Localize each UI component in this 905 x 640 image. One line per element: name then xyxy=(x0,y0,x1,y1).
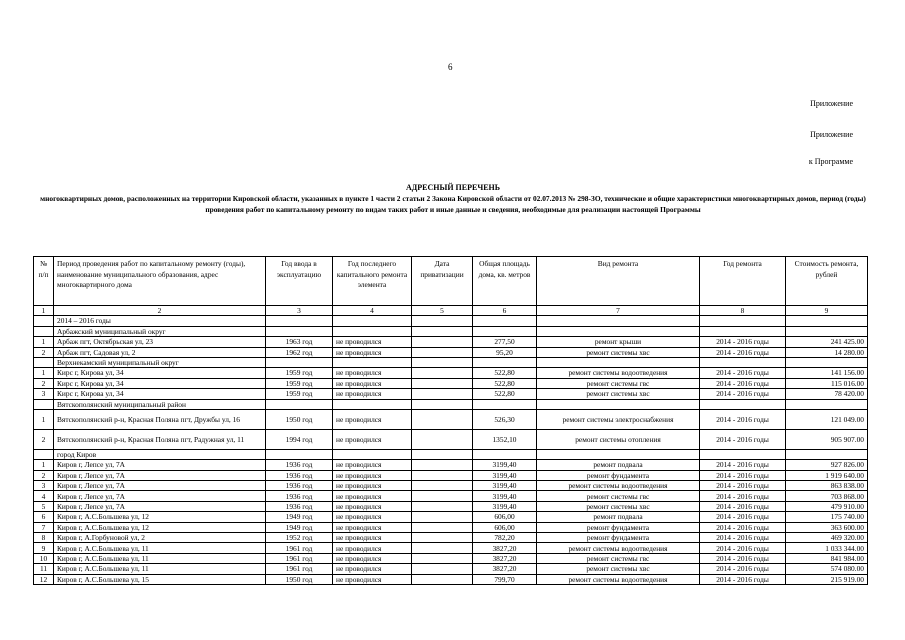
privatization-date-cell xyxy=(412,347,473,357)
last-repair-cell: не проводился xyxy=(333,543,412,553)
section-row xyxy=(34,316,868,326)
privatization-date-cell xyxy=(412,533,473,543)
section-empty-cell xyxy=(786,357,868,367)
section-empty-cell xyxy=(700,399,786,409)
table-row xyxy=(34,512,868,522)
address-cell: Кирс г, Кирова ул, 34 xyxy=(54,389,266,399)
section-title-cell: город Киров xyxy=(54,449,266,459)
address-cell: Киров г, Лепсе ул, 7А xyxy=(54,501,266,511)
repair-year-cell: 2014 - 2016 годы xyxy=(700,409,786,429)
cost-cell: 905 907.00 xyxy=(786,429,868,449)
repair-year-cell: 2014 - 2016 годы xyxy=(700,347,786,357)
header-cell-cost: Стоимость ремонта, рублей xyxy=(786,257,868,306)
section-empty-cell xyxy=(333,316,412,326)
section-empty-cell xyxy=(537,399,700,409)
section-empty-cell xyxy=(537,316,700,326)
privatization-date-cell xyxy=(412,564,473,574)
cost-cell: 574 080.00 xyxy=(786,564,868,574)
cost-cell: 469 320.00 xyxy=(786,533,868,543)
repair-type-cell: ремонт системы гвс xyxy=(537,553,700,563)
section-row xyxy=(34,326,868,336)
section-number-cell xyxy=(34,357,54,367)
section-empty-cell xyxy=(266,357,333,367)
section-empty-cell xyxy=(412,449,473,459)
section-empty-cell xyxy=(473,326,537,336)
document-title-block xyxy=(28,183,878,215)
repair-type-cell: ремонт системы водоотведения xyxy=(537,481,700,491)
repair-year-cell: 2014 - 2016 годы xyxy=(700,337,786,347)
commission-year-cell: 1962 год xyxy=(266,347,333,357)
table-row xyxy=(34,429,868,449)
privatization-date-cell xyxy=(412,460,473,470)
privatization-date-cell xyxy=(412,553,473,563)
commission-year-cell: 1961 год xyxy=(266,564,333,574)
section-empty-cell xyxy=(412,357,473,367)
section-empty-cell xyxy=(266,399,333,409)
repair-year-cell: 2014 - 2016 годы xyxy=(700,378,786,388)
row-number-cell: 2 xyxy=(34,470,54,480)
section-empty-cell xyxy=(473,399,537,409)
table-row xyxy=(34,564,868,574)
repair-year-cell: 2014 - 2016 годы xyxy=(700,522,786,532)
commission-year-cell: 1936 год xyxy=(266,460,333,470)
repair-year-cell: 2014 - 2016 годы xyxy=(700,501,786,511)
area-cell: 3199,40 xyxy=(473,470,537,480)
section-empty-cell xyxy=(473,357,537,367)
privatization-date-cell xyxy=(412,491,473,501)
privatization-date-cell xyxy=(412,522,473,532)
column-number: 7 xyxy=(537,306,700,316)
address-list-table xyxy=(33,256,868,585)
row-number-cell: 5 xyxy=(34,501,54,511)
commission-year-cell: 1936 год xyxy=(266,501,333,511)
commission-year-cell: 1949 год xyxy=(266,522,333,532)
section-number-cell xyxy=(34,399,54,409)
area-cell: 95,20 xyxy=(473,347,537,357)
header-cell-repair-type: Вид ремонта xyxy=(537,257,700,306)
section-empty-cell xyxy=(266,326,333,336)
row-number-cell: 9 xyxy=(34,543,54,553)
area-cell: 3199,40 xyxy=(473,481,537,491)
row-number-cell: 2 xyxy=(34,378,54,388)
privatization-date-cell xyxy=(412,501,473,511)
section-empty-cell xyxy=(786,326,868,336)
area-cell: 3199,40 xyxy=(473,460,537,470)
repair-type-cell: ремонт системы хвс xyxy=(537,501,700,511)
last-repair-cell: не проводился xyxy=(333,553,412,563)
table-row xyxy=(34,409,868,429)
section-empty-cell xyxy=(412,316,473,326)
column-number: 9 xyxy=(786,306,868,316)
section-empty-cell xyxy=(786,449,868,459)
column-number: 3 xyxy=(266,306,333,316)
cost-cell: 215 919.00 xyxy=(786,574,868,584)
section-number-cell xyxy=(34,449,54,459)
privatization-date-cell xyxy=(412,409,473,429)
table-row xyxy=(34,368,868,378)
row-number-cell: 1 xyxy=(34,460,54,470)
repair-year-cell: 2014 - 2016 годы xyxy=(700,564,786,574)
header-cell-number: № п/п xyxy=(34,257,54,306)
area-cell: 3199,40 xyxy=(473,491,537,501)
section-empty-cell xyxy=(266,449,333,459)
section-empty-cell xyxy=(786,316,868,326)
last-repair-cell: не проводился xyxy=(333,533,412,543)
section-empty-cell xyxy=(333,449,412,459)
header-cell-last-repair: Год последнего капитального ремонта элемента xyxy=(333,257,412,306)
last-repair-cell: не проводился xyxy=(333,470,412,480)
appendix-line-3: к Программе xyxy=(808,157,853,166)
address-cell: Киров г, А.Горбуновой ул, 2 xyxy=(54,533,266,543)
section-empty-cell xyxy=(786,399,868,409)
cost-cell: 14 280.00 xyxy=(786,347,868,357)
header-cell-period: Период проведения работ по капитальному ремонту (годы), наименование муниципального образования, адрес многоквартирного дома xyxy=(54,257,266,306)
last-repair-cell: не проводился xyxy=(333,460,412,470)
cost-cell: 115 016.00 xyxy=(786,378,868,388)
privatization-date-cell xyxy=(412,512,473,522)
address-cell: Киров г, Лепсе ул, 7А xyxy=(54,470,266,480)
privatization-date-cell xyxy=(412,574,473,584)
last-repair-cell: не проводился xyxy=(333,481,412,491)
commission-year-cell: 1936 год xyxy=(266,481,333,491)
privatization-date-cell xyxy=(412,389,473,399)
repair-type-cell: ремонт системы водоотведения xyxy=(537,574,700,584)
address-cell: Арбаж пгт, Садовая ул, 2 xyxy=(54,347,266,357)
section-empty-cell xyxy=(333,326,412,336)
section-empty-cell xyxy=(700,357,786,367)
commission-year-cell: 1959 год xyxy=(266,378,333,388)
section-title-cell: Арбажский муниципальный округ xyxy=(54,326,266,336)
area-cell: 1352,10 xyxy=(473,429,537,449)
commission-year-cell: 1961 год xyxy=(266,543,333,553)
repair-type-cell: ремонт крыши xyxy=(537,337,700,347)
table-row xyxy=(34,501,868,511)
area-cell: 3827,20 xyxy=(473,553,537,563)
section-empty-cell xyxy=(333,399,412,409)
table-row xyxy=(34,522,868,532)
cost-cell: 841 984.00 xyxy=(786,553,868,563)
commission-year-cell: 1963 год xyxy=(266,337,333,347)
column-number-row xyxy=(34,306,868,316)
commission-year-cell: 1949 год xyxy=(266,512,333,522)
cost-cell: 863 838.00 xyxy=(786,481,868,491)
column-number: 8 xyxy=(700,306,786,316)
repair-type-cell: ремонт системы водоотведения xyxy=(537,368,700,378)
cost-cell: 1 033 344.00 xyxy=(786,543,868,553)
section-row xyxy=(34,357,868,367)
table-header-row xyxy=(34,257,868,306)
area-cell: 522,80 xyxy=(473,368,537,378)
last-repair-cell: не проводился xyxy=(333,491,412,501)
repair-year-cell: 2014 - 2016 годы xyxy=(700,543,786,553)
section-empty-cell xyxy=(537,326,700,336)
column-number: 1 xyxy=(34,306,54,316)
repair-type-cell: ремонт подвала xyxy=(537,512,700,522)
last-repair-cell: не проводился xyxy=(333,501,412,511)
row-number-cell: 4 xyxy=(34,491,54,501)
cost-cell: 703 868.00 xyxy=(786,491,868,501)
column-number: 4 xyxy=(333,306,412,316)
commission-year-cell: 1959 год xyxy=(266,389,333,399)
repair-year-cell: 2014 - 2016 годы xyxy=(700,481,786,491)
last-repair-cell: не проводился xyxy=(333,347,412,357)
address-cell: Кирс г, Кирова ул, 34 xyxy=(54,378,266,388)
column-number: 6 xyxy=(473,306,537,316)
table-row xyxy=(34,533,868,543)
row-number-cell: 12 xyxy=(34,574,54,584)
table-row xyxy=(34,543,868,553)
repair-type-cell: ремонт системы электроснабжения xyxy=(537,409,700,429)
repair-type-cell: ремонт подвала xyxy=(537,460,700,470)
table-row xyxy=(34,553,868,563)
section-empty-cell xyxy=(700,449,786,459)
column-number: 5 xyxy=(412,306,473,316)
address-cell: Вятскополянский р-н, Красная Поляна пгт, Радужная ул, 11 xyxy=(54,429,266,449)
address-cell: Киров г, Лепсе ул, 7А xyxy=(54,491,266,501)
last-repair-cell: не проводился xyxy=(333,337,412,347)
cost-cell: 121 049.00 xyxy=(786,409,868,429)
address-cell: Киров г, А.С.Большева ул, 11 xyxy=(54,553,266,563)
section-empty-cell xyxy=(412,326,473,336)
area-cell: 606,00 xyxy=(473,512,537,522)
commission-year-cell: 1959 год xyxy=(266,368,333,378)
last-repair-cell: не проводился xyxy=(333,378,412,388)
repair-type-cell: ремонт системы хвс xyxy=(537,347,700,357)
privatization-date-cell xyxy=(412,429,473,449)
commission-year-cell: 1936 год xyxy=(266,491,333,501)
header-cell-repair-year: Год ремонта xyxy=(700,257,786,306)
repair-type-cell: ремонт системы гвс xyxy=(537,378,700,388)
section-empty-cell xyxy=(700,316,786,326)
area-cell: 3199,40 xyxy=(473,501,537,511)
row-number-cell: 3 xyxy=(34,481,54,491)
row-number-cell: 7 xyxy=(34,522,54,532)
cost-cell: 241 425.00 xyxy=(786,337,868,347)
section-empty-cell xyxy=(473,449,537,459)
repair-year-cell: 2014 - 2016 годы xyxy=(700,574,786,584)
last-repair-cell: не проводился xyxy=(333,564,412,574)
address-cell: Киров г, А.С.Большева ул, 11 xyxy=(54,564,266,574)
privatization-date-cell xyxy=(412,337,473,347)
commission-year-cell: 1950 год xyxy=(266,574,333,584)
address-cell: Арбаж пгт, Октябрьская ул, 23 xyxy=(54,337,266,347)
repair-year-cell: 2014 - 2016 годы xyxy=(700,368,786,378)
address-cell: Кирс г, Кирова ул, 34 xyxy=(54,368,266,378)
section-number-cell xyxy=(34,316,54,326)
privatization-date-cell xyxy=(412,543,473,553)
last-repair-cell: не проводился xyxy=(333,409,412,429)
row-number-cell: 3 xyxy=(34,389,54,399)
area-cell: 782,20 xyxy=(473,533,537,543)
area-cell: 522,80 xyxy=(473,389,537,399)
privatization-date-cell xyxy=(412,378,473,388)
last-repair-cell: не проводился xyxy=(333,429,412,449)
row-number-cell: 10 xyxy=(34,553,54,563)
repair-year-cell: 2014 - 2016 годы xyxy=(700,533,786,543)
table-row xyxy=(34,574,868,584)
address-cell: Киров г, Лепсе ул, 7А xyxy=(54,460,266,470)
section-empty-cell xyxy=(412,399,473,409)
section-row xyxy=(34,399,868,409)
column-number: 2 xyxy=(54,306,266,316)
row-number-cell: 2 xyxy=(34,347,54,357)
document-title: АДРЕСНЫЙ ПЕРЕЧЕНЬ xyxy=(405,183,501,192)
section-empty-cell xyxy=(266,316,333,326)
table-row xyxy=(34,378,868,388)
privatization-date-cell xyxy=(412,470,473,480)
last-repair-cell: не проводился xyxy=(333,574,412,584)
area-cell: 277,50 xyxy=(473,337,537,347)
row-number-cell: 6 xyxy=(34,512,54,522)
repair-year-cell: 2014 - 2016 годы xyxy=(700,429,786,449)
cost-cell: 927 826.00 xyxy=(786,460,868,470)
appendix-line-2: Приложение xyxy=(810,130,853,139)
repair-type-cell: ремонт системы хвс xyxy=(537,564,700,574)
repair-type-cell: ремонт системы водоотведения xyxy=(537,543,700,553)
table-row xyxy=(34,347,868,357)
repair-type-cell: ремонт фундамента xyxy=(537,522,700,532)
commission-year-cell: 1950 год xyxy=(266,409,333,429)
section-title-cell: Вятскополянский муниципальный район xyxy=(54,399,266,409)
page-number: 6 xyxy=(448,62,453,72)
repair-year-cell: 2014 - 2016 годы xyxy=(700,389,786,399)
appendix-line-1: Приложение xyxy=(810,99,853,108)
section-title-cell: Верхнекамский муниципальный округ xyxy=(54,357,266,367)
section-empty-cell xyxy=(537,357,700,367)
repair-year-cell: 2014 - 2016 годы xyxy=(700,491,786,501)
address-cell: Киров г, А.С.Большева ул, 12 xyxy=(54,522,266,532)
table-row xyxy=(34,481,868,491)
repair-type-cell: ремонт системы хвс xyxy=(537,389,700,399)
header-cell-commission-year: Год ввода в эксплуатацию xyxy=(266,257,333,306)
area-cell: 606,00 xyxy=(473,522,537,532)
address-cell: Киров г, А.С.Большева ул, 15 xyxy=(54,574,266,584)
row-number-cell: 1 xyxy=(34,409,54,429)
row-number-cell: 1 xyxy=(34,337,54,347)
commission-year-cell: 1936 год xyxy=(266,470,333,480)
address-cell: Киров г, А.С.Большева ул, 11 xyxy=(54,543,266,553)
repair-type-cell: ремонт фундамента xyxy=(537,533,700,543)
last-repair-cell: не проводился xyxy=(333,368,412,378)
area-cell: 526,30 xyxy=(473,409,537,429)
area-cell: 799,70 xyxy=(473,574,537,584)
commission-year-cell: 1994 год xyxy=(266,429,333,449)
section-empty-cell xyxy=(537,449,700,459)
repair-year-cell: 2014 - 2016 годы xyxy=(700,512,786,522)
privatization-date-cell xyxy=(412,368,473,378)
row-number-cell: 11 xyxy=(34,564,54,574)
document-subtitle: многоквартирных домов, расположенных на территории Кировской области, указанных в пункте 1 части 2 статьи 2 Закона Кировской области от 02.07.2013 № 298-ЗО, технические и общие характеристики многоквартирных домов, период (годы) проведения работ по капитальному ремонту по видам таких работ и иные данные и сведения, необходимые для реализации настоящей Программы xyxy=(40,194,866,214)
row-number-cell: 8 xyxy=(34,533,54,543)
table-row xyxy=(34,460,868,470)
cost-cell: 175 740.00 xyxy=(786,512,868,522)
section-title-cell: 2014 – 2016 годы xyxy=(54,316,266,326)
cost-cell: 1 919 640.00 xyxy=(786,470,868,480)
section-row xyxy=(34,449,868,459)
privatization-date-cell xyxy=(412,481,473,491)
address-cell: Вятскополянский р-н, Красная Поляна пгт, Дружбы ул, 16 xyxy=(54,409,266,429)
table-row xyxy=(34,337,868,347)
row-number-cell: 2 xyxy=(34,429,54,449)
cost-cell: 479 910.00 xyxy=(786,501,868,511)
last-repair-cell: не проводился xyxy=(333,512,412,522)
area-cell: 522,80 xyxy=(473,378,537,388)
table-row xyxy=(34,389,868,399)
section-empty-cell xyxy=(333,357,412,367)
area-cell: 3827,20 xyxy=(473,543,537,553)
header-cell-total-area: Общая площадь дома, кв. метров xyxy=(473,257,537,306)
repair-year-cell: 2014 - 2016 годы xyxy=(700,460,786,470)
cost-cell: 363 600.00 xyxy=(786,522,868,532)
address-cell: Киров г, А.С.Большева ул, 12 xyxy=(54,512,266,522)
repair-type-cell: ремонт системы отопления xyxy=(537,429,700,449)
repair-year-cell: 2014 - 2016 годы xyxy=(700,553,786,563)
header-cell-privatization-date: Дата приватизации xyxy=(412,257,473,306)
row-number-cell: 1 xyxy=(34,368,54,378)
repair-type-cell: ремонт системы гвс xyxy=(537,491,700,501)
section-empty-cell xyxy=(700,326,786,336)
repair-type-cell: ремонт фундамента xyxy=(537,470,700,480)
cost-cell: 78 420.00 xyxy=(786,389,868,399)
table-row xyxy=(34,491,868,501)
section-empty-cell xyxy=(473,316,537,326)
table-row xyxy=(34,470,868,480)
last-repair-cell: не проводился xyxy=(333,389,412,399)
area-cell: 3827,20 xyxy=(473,564,537,574)
commission-year-cell: 1952 год xyxy=(266,533,333,543)
commission-year-cell: 1961 год xyxy=(266,553,333,563)
cost-cell: 141 156.00 xyxy=(786,368,868,378)
address-cell: Киров г, Лепсе ул, 7А xyxy=(54,481,266,491)
last-repair-cell: не проводился xyxy=(333,522,412,532)
section-number-cell xyxy=(34,326,54,336)
repair-year-cell: 2014 - 2016 годы xyxy=(700,470,786,480)
